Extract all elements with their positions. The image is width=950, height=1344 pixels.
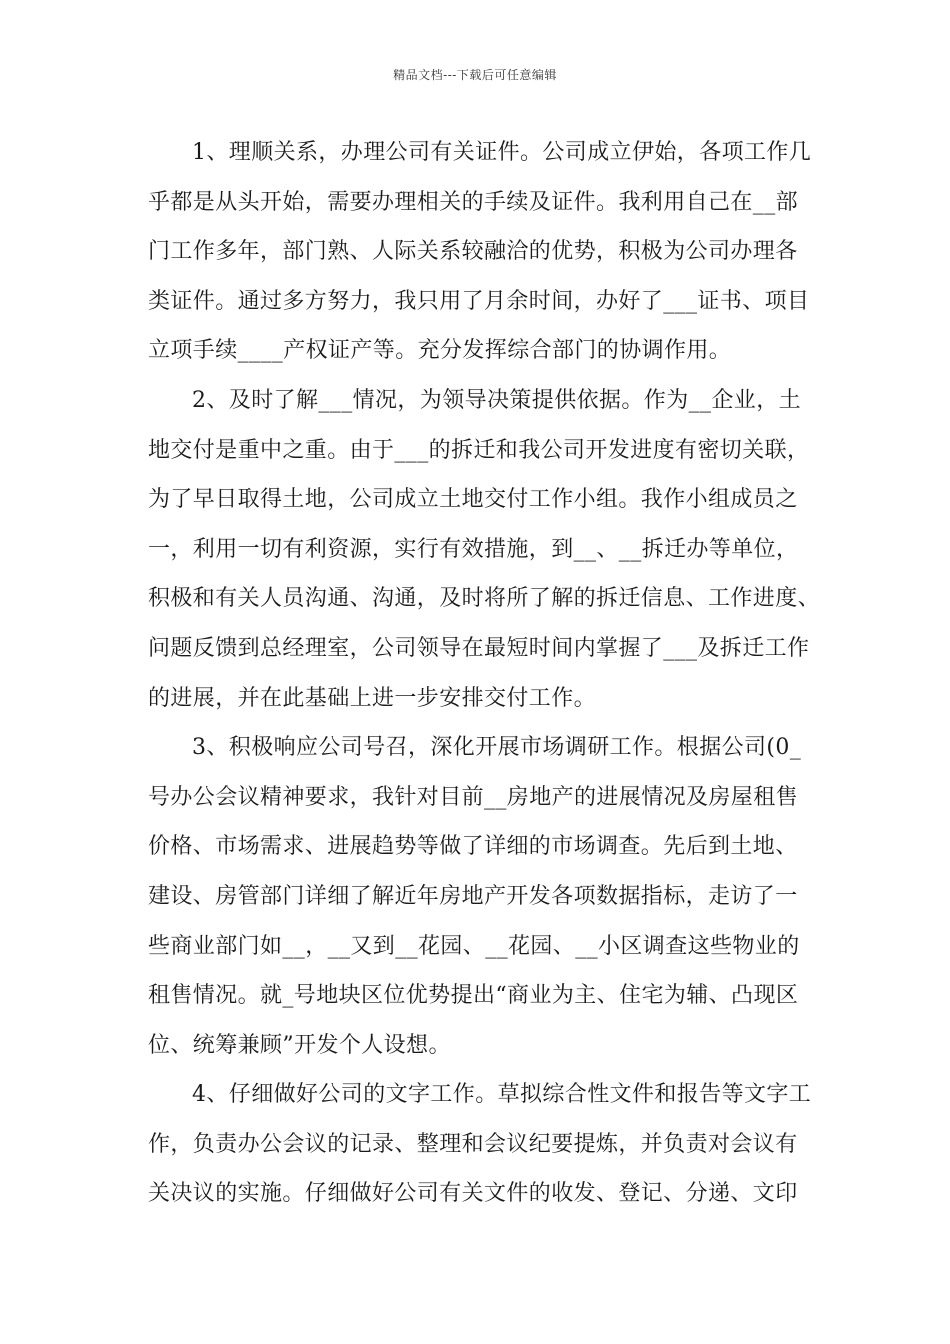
paragraph-1 — [148, 128, 812, 376]
paragraph-2 — [148, 376, 821, 723]
text-line: 的进展，并在此基础上进一步安排交付工作。 — [148, 685, 597, 711]
paragraph-4 — [148, 1070, 812, 1219]
text-line: 价格、市场需求、进展趋势等做了详细的市场调查。先后到土地、 — [148, 834, 798, 860]
text-line: 地交付是重中之重。由于___的拆迁和我公司开发进度有密切关联， — [148, 437, 810, 463]
text-line: 2、及时了解___情况，为领导决策提供依据。作为__企业，土 — [192, 387, 801, 413]
text-line: 些商业部门如__，__又到__花园、__花园、__小区调查这些物业的 — [148, 933, 800, 959]
text-line: 类证件。通过多方努力，我只用了月余时间，办好了___证书、项目 — [148, 288, 810, 314]
text-line: 立项手续____产权证产等。充分发挥综合部门的协调作用。 — [148, 338, 732, 364]
paragraph-3 — [148, 723, 808, 1070]
text-line: 位、统筹兼顾”开发个人设想。 — [148, 1032, 451, 1058]
text-line: 一，利用一切有利资源，实行有效措施，到__、__拆迁办等单位， — [148, 536, 799, 562]
text-line: 积极和有关人员沟通、沟通，及时将所了解的拆迁信息、工作进度、 — [148, 586, 821, 612]
text-line: 3、积极响应公司号召，深化开展市场调研工作。根据公司(0_ — [192, 735, 802, 761]
text-line: 4、仔细做好公司的文字工作。草拟综合性文件和报告等文字工 — [192, 1082, 812, 1108]
text-line: 租售情况。就_号地块区位优势提出“商业为主、住宅为辅、凸现区 — [148, 983, 799, 1009]
text-line: 关决议的实施。仔细做好公司有关文件的收发、登记、分递、文印 — [148, 1181, 798, 1207]
text-line: 建设、房管部门详细了解近年房地产开发各项数据指标，走访了一 — [148, 883, 798, 909]
text-line: 作，负责办公会议的记录、整理和会议纪要提炼，并负责对会议有 — [148, 1131, 798, 1157]
text-line: 为了早日取得土地，公司成立土地交付工作小组。我作小组成员之 — [148, 487, 798, 513]
text-line: 问题反馈到总经理室，公司领导在最短时间内掌握了___及拆迁工作 — [148, 635, 810, 661]
text-line: 1、理顺关系，办理公司有关证件。公司成立伊始，各项工作几 — [192, 140, 812, 165]
text-line: 号办公会议精神要求，我针对目前__房地产的进展情况及房屋租售 — [148, 784, 799, 810]
page-header: 精品文档---下载后可任意编辑 — [393, 68, 557, 82]
text-line: 乎都是从头开始，需要办理相关的手续及证件。我利用自己在__部 — [148, 189, 799, 215]
text-line: 门工作多年，部门熟、人际关系较融洽的优势，积极为公司办理各 — [148, 239, 798, 265]
document-body — [148, 128, 821, 1219]
